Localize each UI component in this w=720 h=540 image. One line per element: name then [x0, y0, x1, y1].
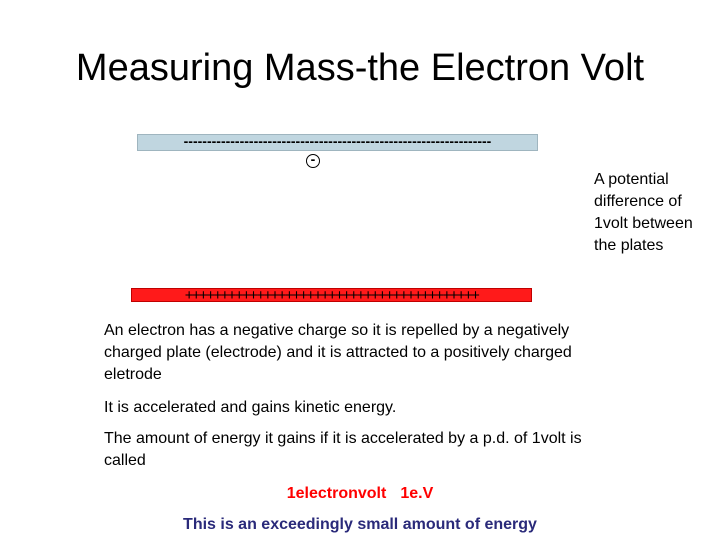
negative-plate: ------------------------------------------------------------------ [137, 134, 538, 151]
electronvolt-symbol: 1e.V [400, 485, 434, 502]
potential-difference-note: A potential difference of 1volt between the plates [594, 171, 693, 254]
slide-title: Measuring Mass-the Electron Volt [75, 47, 645, 89]
electronvolt-line [0, 483, 720, 505]
positive-plate: +++++++++++++++++++++++++++++++++++++++++ [131, 288, 532, 302]
acceleration-paragraph: It is accelerated and gains kinetic energy. [104, 399, 397, 416]
electronvolt-term: 1electronvolt [286, 485, 387, 502]
energy-definition-paragraph: The amount of energy it gains if it is accelerated by a p.d. of 1volt is called [104, 430, 582, 469]
electron-icon: - [306, 154, 320, 168]
electron-charge-paragraph: An electron has a negative charge so it is repelled by a negatively charged plate (electrode) and it is attracted to a positively charged eletrode [104, 322, 572, 383]
footer-note: This is an exceedingly small amount of energy [183, 516, 537, 533]
